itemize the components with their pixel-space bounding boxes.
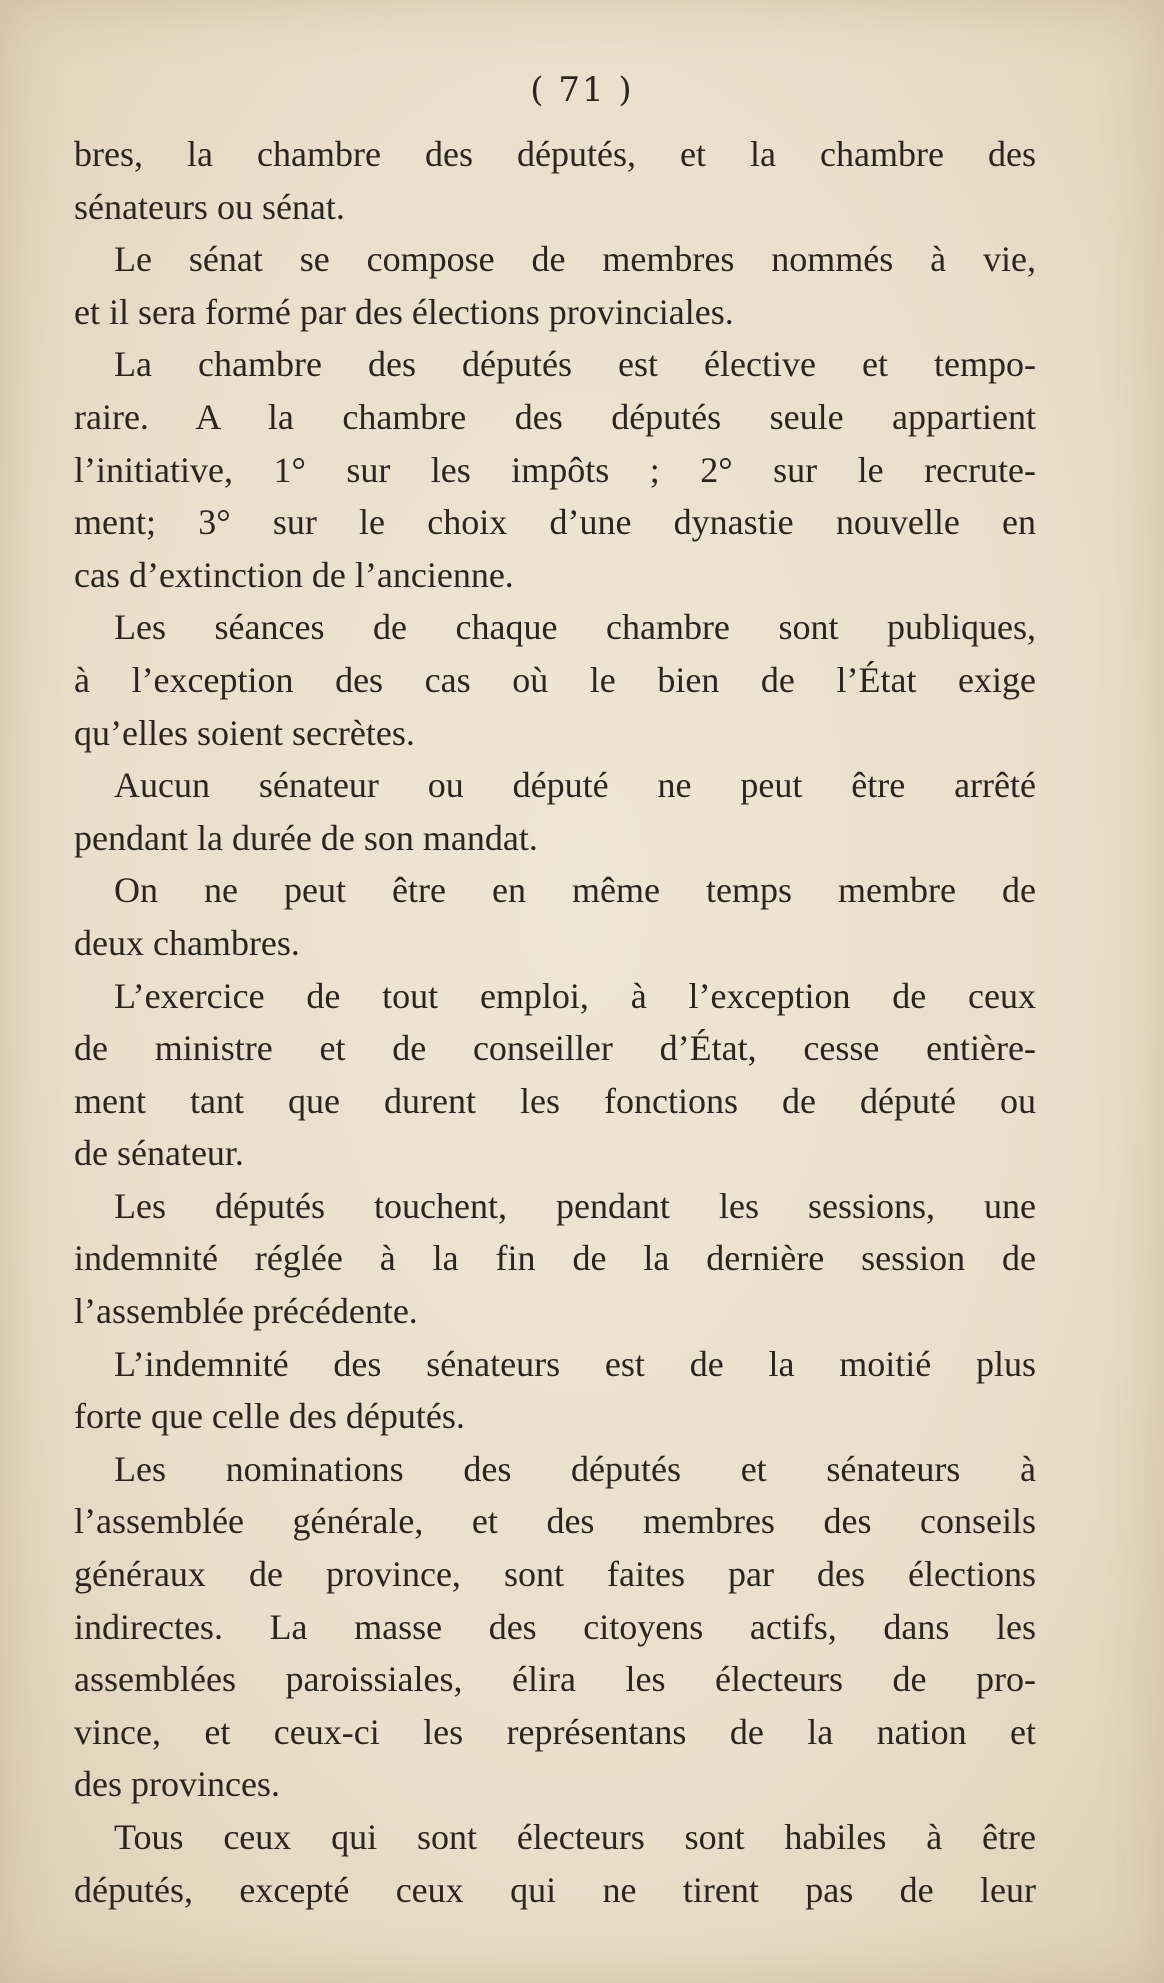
page-number: ( 71 )	[530, 70, 634, 110]
text-line: et il sera formé par des élections provinciales.	[74, 291, 734, 332]
text-line: pendant la durée de son mandat.	[74, 817, 538, 858]
paragraph-public-sessions	[74, 601, 1036, 759]
text-line: l’assemblée générale, et des membres des conseils	[74, 1501, 1036, 1542]
paragraph-nominations	[74, 1443, 1036, 1811]
text-line: bres, la chambre des députés, et la chambre des	[74, 134, 1036, 174]
text-line: Les députés touchent, pendant les sessions, une	[114, 1185, 1036, 1226]
text-line: qu’elles soient secrètes.	[74, 712, 415, 753]
text-line: de sénateur.	[74, 1133, 244, 1174]
paragraph-chambers	[74, 128, 1036, 233]
text-line: indemnité réglée à la fin de la dernière session de	[74, 1238, 1036, 1279]
text-line: de ministre et de conseiller d’État, cesse entière-	[74, 1028, 1036, 1069]
text-line: Aucun sénateur ou député ne peut être arrêté	[114, 765, 1036, 806]
text-line: La chambre des députés est élective et tempo-	[114, 344, 1036, 385]
text-line: indirectes. La masse des citoyens actifs, dans les	[74, 1606, 1036, 1647]
paragraph-deputies-chamber	[74, 338, 1036, 601]
paragraph-dual-membership	[74, 864, 1036, 969]
text-line: assemblées paroissiales, élira les électeurs de pro-	[74, 1659, 1036, 1700]
text-line: députés, excepté ceux qui ne tirent pas de leur	[74, 1869, 1036, 1910]
text-line: Les séances de chaque chambre sont publiques,	[114, 607, 1036, 648]
text-line: Les nominations des députés et sénateurs à	[114, 1448, 1036, 1489]
paragraph-deputy-indemnity	[74, 1180, 1036, 1338]
paragraph-electors	[74, 1811, 1036, 1916]
body-text	[74, 128, 1036, 1916]
text-line: L’indemnité des sénateurs est de la moitié plus	[114, 1343, 1036, 1384]
text-line: généraux de province, sont faites par des élections	[74, 1554, 1036, 1595]
text-line: des provinces.	[74, 1764, 280, 1805]
text-line: l’assemblée précédente.	[74, 1291, 418, 1332]
text-line: ment; 3° sur le choix d’une dynastie nouvelle en	[74, 502, 1036, 543]
paragraph-senate	[74, 233, 1036, 338]
text-line: Tous ceux qui sont électeurs sont habiles à être	[114, 1817, 1036, 1857]
text-line: Le sénat se compose de membres nommés à vie,	[114, 239, 1036, 280]
text-line: raire. A la chambre des députés seule appartient	[74, 396, 1036, 437]
text-line: forte que celle des députés.	[74, 1396, 465, 1437]
text-line: l’initiative, 1° sur les impôts ; 2° sur le recrute-	[74, 449, 1036, 490]
text-line: vince, et ceux-ci les représentans de la nation et	[74, 1711, 1036, 1752]
paragraph-immunity	[74, 759, 1036, 864]
text-line: sénateurs ou sénat.	[74, 186, 345, 227]
paragraph-senator-indemnity	[74, 1338, 1036, 1443]
text-line: deux chambres.	[74, 922, 300, 963]
text-line: L’exercice de tout emploi, à l’exception de ceux	[114, 975, 1036, 1016]
text-line: cas d’extinction de l’ancienne.	[74, 554, 514, 595]
paragraph-employment	[74, 970, 1036, 1180]
text-line: On ne peut être en même temps membre de	[114, 870, 1036, 911]
text-line: ment tant que durent les fonctions de député ou	[74, 1080, 1036, 1121]
text-line: à l’exception des cas où le bien de l’État exige	[74, 659, 1036, 700]
